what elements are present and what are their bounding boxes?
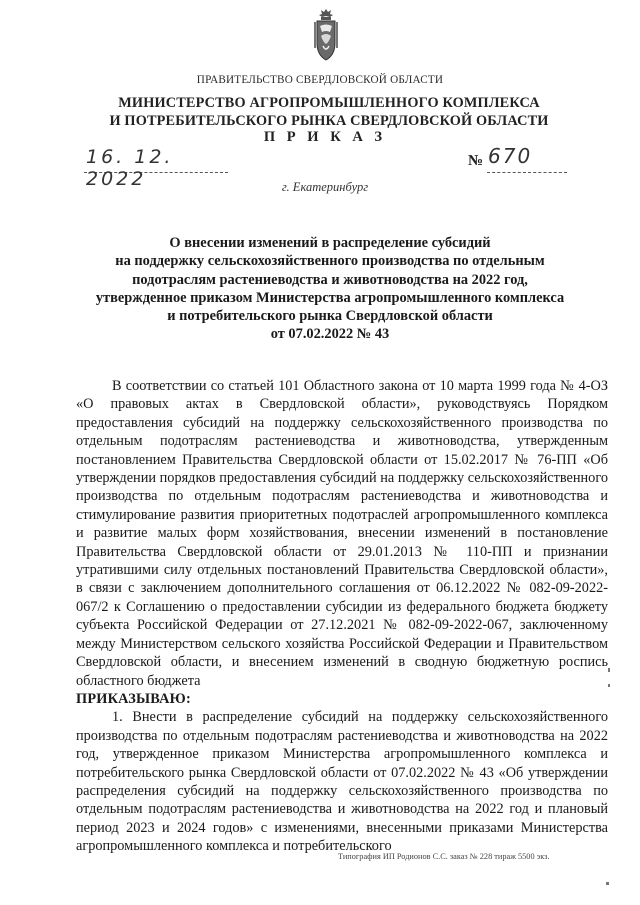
government-name: ПРАВИТЕЛЬСТВО СВЕРДЛОВСКОЙ ОБЛАСТИ xyxy=(196,74,444,86)
ministry-line-2: И ПОТРЕБИТЕЛЬСКОГО РЫНКА СВЕРДЛОВСКОЙ ОБЛАСТИ xyxy=(109,113,549,129)
scan-speck xyxy=(606,882,609,885)
title-line: утвержденное приказом Министерства агропромышленного комплекса xyxy=(95,289,565,306)
scan-speck xyxy=(608,684,610,687)
title-line: от 07.02.2022 № 43 xyxy=(270,326,390,343)
title-line: на поддержку сельскохозяйственного производства по отдельным xyxy=(115,253,545,270)
title-line: подотраслям растениеводства и животноводства на 2022 год, xyxy=(132,271,528,288)
order-body xyxy=(76,377,608,856)
item-1-paragraph: 1. Внести в распределение субсидий на поддержку сельскохозяйственного производства по отдельным подотраслям растениеводства и животноводства на 2022 год, утвержденное приказом Министерства агропромышленного комплекса и потребительского рынка Свердловской области от 07.02.2022 № 43 «Об утверждении распределения субсидий на поддержку сельскохозяйственного производства по отдельным подотраслям растениеводства и животноводства на 2022 год и плановый период 2023 и 2024 годов» с изменениями, внесенными приказами Министерства агропромышленного комплекса и потребительского xyxy=(76,709,608,855)
number-sign: № xyxy=(468,153,484,169)
ministry-name xyxy=(0,94,640,130)
scan-speck xyxy=(608,668,610,672)
order-title xyxy=(60,234,600,344)
ministry-line-1: МИНИСТЕРСТВО АГРОПРОМЫШЛЕННОГО КОМПЛЕКСА xyxy=(118,95,540,111)
city: г. Екатеринбург xyxy=(281,180,369,194)
title-line: О внесении изменений в распределение субсидий xyxy=(169,235,491,251)
order-number-value: 670 xyxy=(488,144,533,168)
order-number xyxy=(487,146,567,173)
coat-of-arms-icon xyxy=(311,8,341,64)
printer-imprint: Типография ИП Родионов С.С. заказ № 228 тираж 5500 экз. xyxy=(338,852,550,861)
order-date-value: 16. 12. 2022 xyxy=(86,146,174,190)
order-date xyxy=(84,146,228,190)
document-type: П Р И К А З xyxy=(263,129,387,145)
title-line: и потребительского рынка Свердловской области xyxy=(167,308,493,325)
preamble-paragraph: В соответствии со статьей 101 Областного закона от 10 марта 1999 года № 4-ОЗ «О правовых актах в Свердловской области», руководствуясь Порядком предоставления субсидий на поддержку сельскохозяйственного производства по отдельным подотраслям растениеводства и животноводства, утвержденным постановлением Правительства Свердловской области от 15.02.2017 № 76-ПП «Об утверждении порядков предоставления субсидий на поддержку сельскохозяйственного производства по отдельным подотраслям растениеводства и животноводства и стимулирование развития приоритетных подотраслей агропромышленного комплекса и развитие малых форм хозяйствования, внесении изменений в постановление Правительства Свердловской области от 29.01.2013 № 110-ПП и признании утратившими силу отдельных постановлений Правительства Свердловской области», в связи с заключением дополнительного соглашения от 06.12.2022 № 082-09-2022-067/2 к Соглашению о предоставлении субсидии из федерального бюджета бюджету субъекта Российской Федерации от 27.12.2021 № 082-09-2022-067, заключенному между Министерством сельского хозяйства Российской Федерации и Правительством Свердловской области, и внесением изменений в сводную бюджетную роспись областного бюджета xyxy=(76,378,608,689)
order-heading: ПРИКАЗЫВАЮ: xyxy=(76,690,191,707)
